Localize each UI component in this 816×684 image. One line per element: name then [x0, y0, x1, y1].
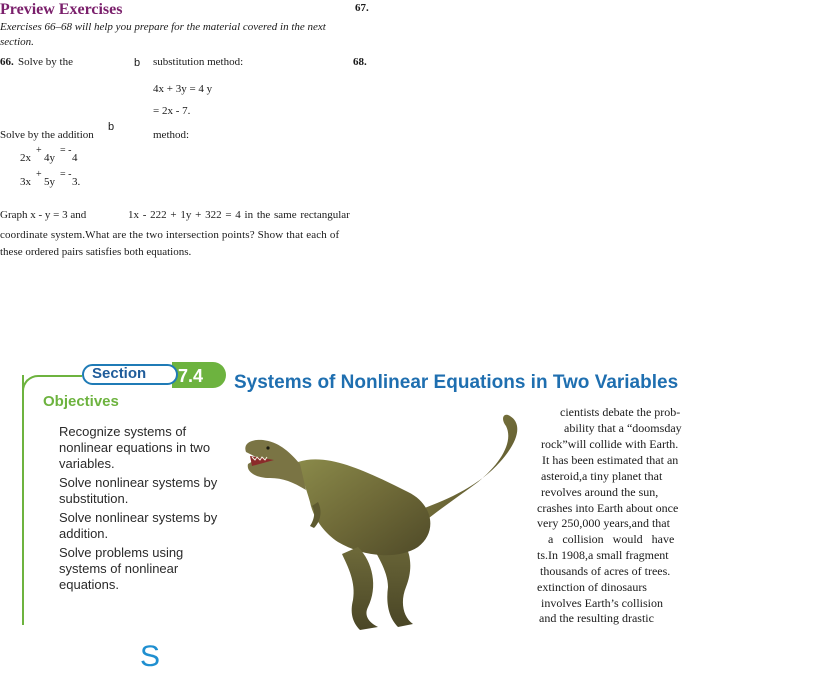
objective-4-line3: equations.	[59, 577, 119, 592]
system-eq2-plus: +	[36, 169, 42, 180]
objective-1-line2: nonlinear equations in two	[59, 440, 211, 455]
system-eq1-term2: 4y	[44, 152, 55, 164]
intro-line-4: It has been estimated that an	[542, 453, 679, 467]
objective-3-line1: Solve nonlinear systems by	[59, 510, 218, 525]
intro-line-9: a collision would have	[548, 532, 675, 546]
section-title: Systems of Nonlinear Equations in Two Variables	[234, 372, 679, 393]
exercise-67-method: method:	[153, 129, 190, 141]
exercise-68-line1-part2: 1x - 222 + 1y + 322 = 4 in the same rectangular	[128, 209, 350, 221]
intro-line-10: ts.In 1908,a small fragment	[537, 548, 669, 562]
exercise-68-line1-part1: Graph x - y = 3 and	[0, 209, 87, 221]
system-eq2-equals: = -	[60, 169, 72, 180]
objective-4-line2: systems of nonlinear	[59, 561, 179, 576]
exercise-68-line2: coordinate system.What are the two intersection points? Show that each of	[0, 229, 340, 241]
exercise-66-number: 66.	[0, 56, 14, 68]
exercise-68-number: 68.	[353, 56, 367, 68]
intro-line-1: cientists debate the prob-	[560, 405, 681, 419]
intro-line-5: asteroid,a tiny planet that	[541, 469, 663, 483]
intro-line-11: thousands of acres of trees.	[540, 564, 671, 578]
system-eq2-term1: 3x	[20, 176, 31, 188]
equation-2: = 2x - 7.	[153, 105, 191, 117]
objectives-heading: Objectives	[43, 393, 119, 410]
objective-4	[59, 545, 183, 593]
exercise-67-number: 67.	[355, 2, 369, 14]
preview-intro-line1: Exercises 66–68 will help you prepare for the material covered in the next	[0, 21, 326, 33]
objective-2-line1: Solve nonlinear systems by	[59, 475, 218, 490]
drop-cap-letter: S	[140, 640, 161, 673]
objective-4-line1: Solve problems using	[59, 545, 184, 560]
objective-2	[59, 475, 217, 507]
intro-line-3: rock”will collide with Earth.	[541, 437, 679, 451]
dinosaur-image	[238, 402, 538, 632]
objective-3-line2: addition.	[59, 526, 109, 541]
exercise-66-text: Solve by the	[18, 56, 73, 68]
objective-1-line1: Recognize systems of	[59, 424, 187, 439]
system-eq1-plus: +	[36, 145, 42, 156]
preview-exercises-title: Preview Exercises	[0, 1, 123, 18]
section-label: Section	[92, 365, 147, 382]
intro-line-7: crashes into Earth about once	[537, 501, 679, 515]
intro-line-2: ability that a “doomsday	[564, 421, 682, 435]
exercise-68-line3: these ordered pairs satisfies both equations.	[0, 246, 192, 258]
objective-1-line3: variables.	[59, 456, 115, 471]
intro-line-8: very 250,000 years,and that	[537, 516, 670, 530]
section-frame-vertical-line	[22, 375, 24, 625]
section-number: 7.4	[178, 366, 204, 386]
objective-1	[59, 424, 210, 472]
exercise-67-b: b	[108, 121, 115, 133]
preview-intro-line2: section.	[0, 36, 34, 48]
system-eq2-term3: 3.	[72, 176, 81, 188]
intro-line-6: revolves around the sun,	[541, 485, 659, 499]
intro-line-12: extinction of dinosaurs	[537, 580, 647, 594]
system-eq1-term3: 4	[72, 152, 78, 164]
objective-2-line2: substitution.	[59, 491, 129, 506]
system-eq1-equals: = -	[60, 145, 72, 156]
system-eq2-term2: 5y	[44, 176, 55, 188]
intro-line-14: and the resulting drastic	[539, 611, 654, 625]
exercise-67-text: Solve by the addition	[0, 129, 94, 141]
intro-line-13: involves Earth’s collision	[541, 596, 663, 610]
system-eq1-term1: 2x	[20, 152, 31, 164]
exercise-66-b: b	[134, 57, 141, 69]
objective-3	[59, 510, 217, 542]
equation-1: 4x + 3y = 4 y	[153, 83, 213, 95]
exercise-66-method: substitution method:	[153, 56, 244, 68]
